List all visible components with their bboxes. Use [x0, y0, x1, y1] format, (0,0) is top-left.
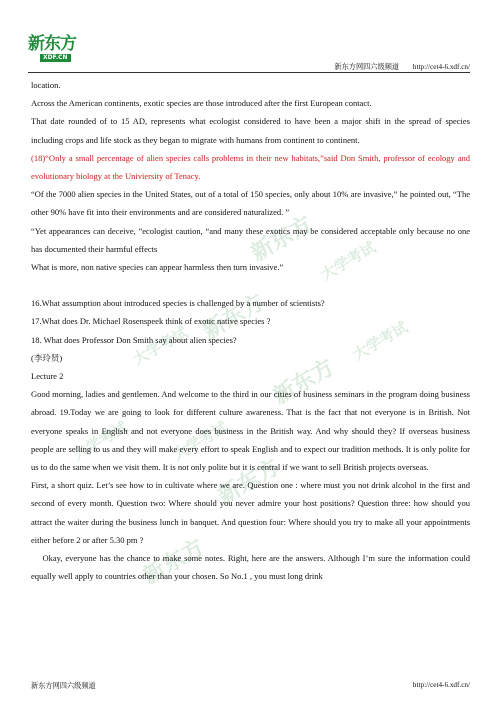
paragraph-gap [31, 276, 470, 294]
watermark-logo: 新东方 [214, 454, 284, 510]
body-paragraph: 17.What does Dr. Michael Rosenspeek think of exotic native species ? [31, 316, 271, 327]
footer-site-name: 新东方网四六级频道 [31, 681, 96, 690]
body-paragraph: (李玲贤) [31, 352, 63, 363]
watermark-text: 大学考试 [169, 418, 231, 464]
watermark-logo: 新东方 [139, 534, 209, 590]
body-paragraph: Good morning, ladies and gentlemen. And welcome to the third in our cities of business seminars in the program doing business abroad. 19.Today we are going to look for different culture awareness. That is the fact that not everyone is in British. Not everyone speaks in English and not everyone does business in the British way. And why should they? If overseas business people are selling to us and they will make every effort to speak English and to expect our tradition methods. It is only polite for us to do the same when we visit them. It is not only polite but it is central if we want to sell British projects overseas. [31, 389, 470, 473]
body-paragraph: “Yet appearances can deceive, ”ecologist caution, “and many these exotics may be considered acceptable only because no one has documented their harmful effects [31, 225, 470, 254]
body-paragraph: “Of the 7000 alien species in the United States, out of a total of 150 species, only about 10% are invasive,” he pointed out, “The other 90% have fit into their environments and are considered naturalized. ” [31, 189, 470, 218]
watermark-text: 大学考试 [349, 318, 411, 364]
watermark-text: 大学考试 [129, 323, 191, 369]
watermark-logo: 新东方 [269, 354, 339, 410]
watermark-logo: 新东方 [199, 289, 269, 345]
page-footer [31, 681, 470, 691]
body-paragraph: First, a short quiz. Let’s see how to in cultivate where we are. Question one : where must you not drink alcohol in the first and second of every month. Question two: Where should you never admire your host positions? Question three: how should you attract the waiter during the business lunch in banquet. And question four: Where should you try to make all your appointments either before 2 or after 5.30 pm ? [31, 480, 470, 545]
page-header [334, 62, 470, 72]
body-paragraph: (18)“Only a small percentage of alien species calls problems in their new habitats,”said Don Smith, professor of ecology and evolutionary biology at the Univiersity of Tenacy. [31, 152, 470, 182]
watermark-logo: 新东方 [247, 211, 317, 267]
logo-main-text: 新东方 [28, 34, 76, 54]
header-url: http://cet4-6.xdf.cn/ [412, 63, 470, 71]
body-paragraph: That date rounded of to 15 AD, represents what ecologist considered to have been a major shift in the spread of species including crops and life stock as they began to migrate with humans from continent to continent. [31, 116, 470, 145]
body-paragraph: 18. What does Professor Don Smith say about alien species? [31, 334, 237, 345]
footer-url: http://cet4-6.xdf.cn/ [412, 681, 470, 689]
body-paragraph: What is more, non native species can appear harmless then turn invasive.” [31, 262, 284, 273]
body-paragraph: 16.What assumption about introduced species is challenged by a number of scientists? [31, 298, 325, 309]
body-paragraph: Lecture 2 [31, 371, 64, 382]
xdf-logo [28, 34, 90, 68]
body-paragraph: Across the American continents, exotic species are those introduced after the first European contact. [31, 98, 372, 109]
watermark-text: 大学考试 [317, 238, 379, 284]
document-body [31, 76, 470, 585]
watermark-text: 大学考试 [69, 418, 131, 464]
header-site-name: 新东方网四六级频道 [334, 62, 400, 71]
body-paragraph: location. [31, 80, 61, 90]
header-divider [28, 72, 470, 73]
logo-sub-text: XDF.CN [40, 54, 71, 62]
body-paragraph: Okay, everyone has the chance to make some notes. Right, here are the answers. Although I’m sure the information could equally well apply to countries other than your chosen. So No.1 , you must long drink [31, 553, 470, 582]
